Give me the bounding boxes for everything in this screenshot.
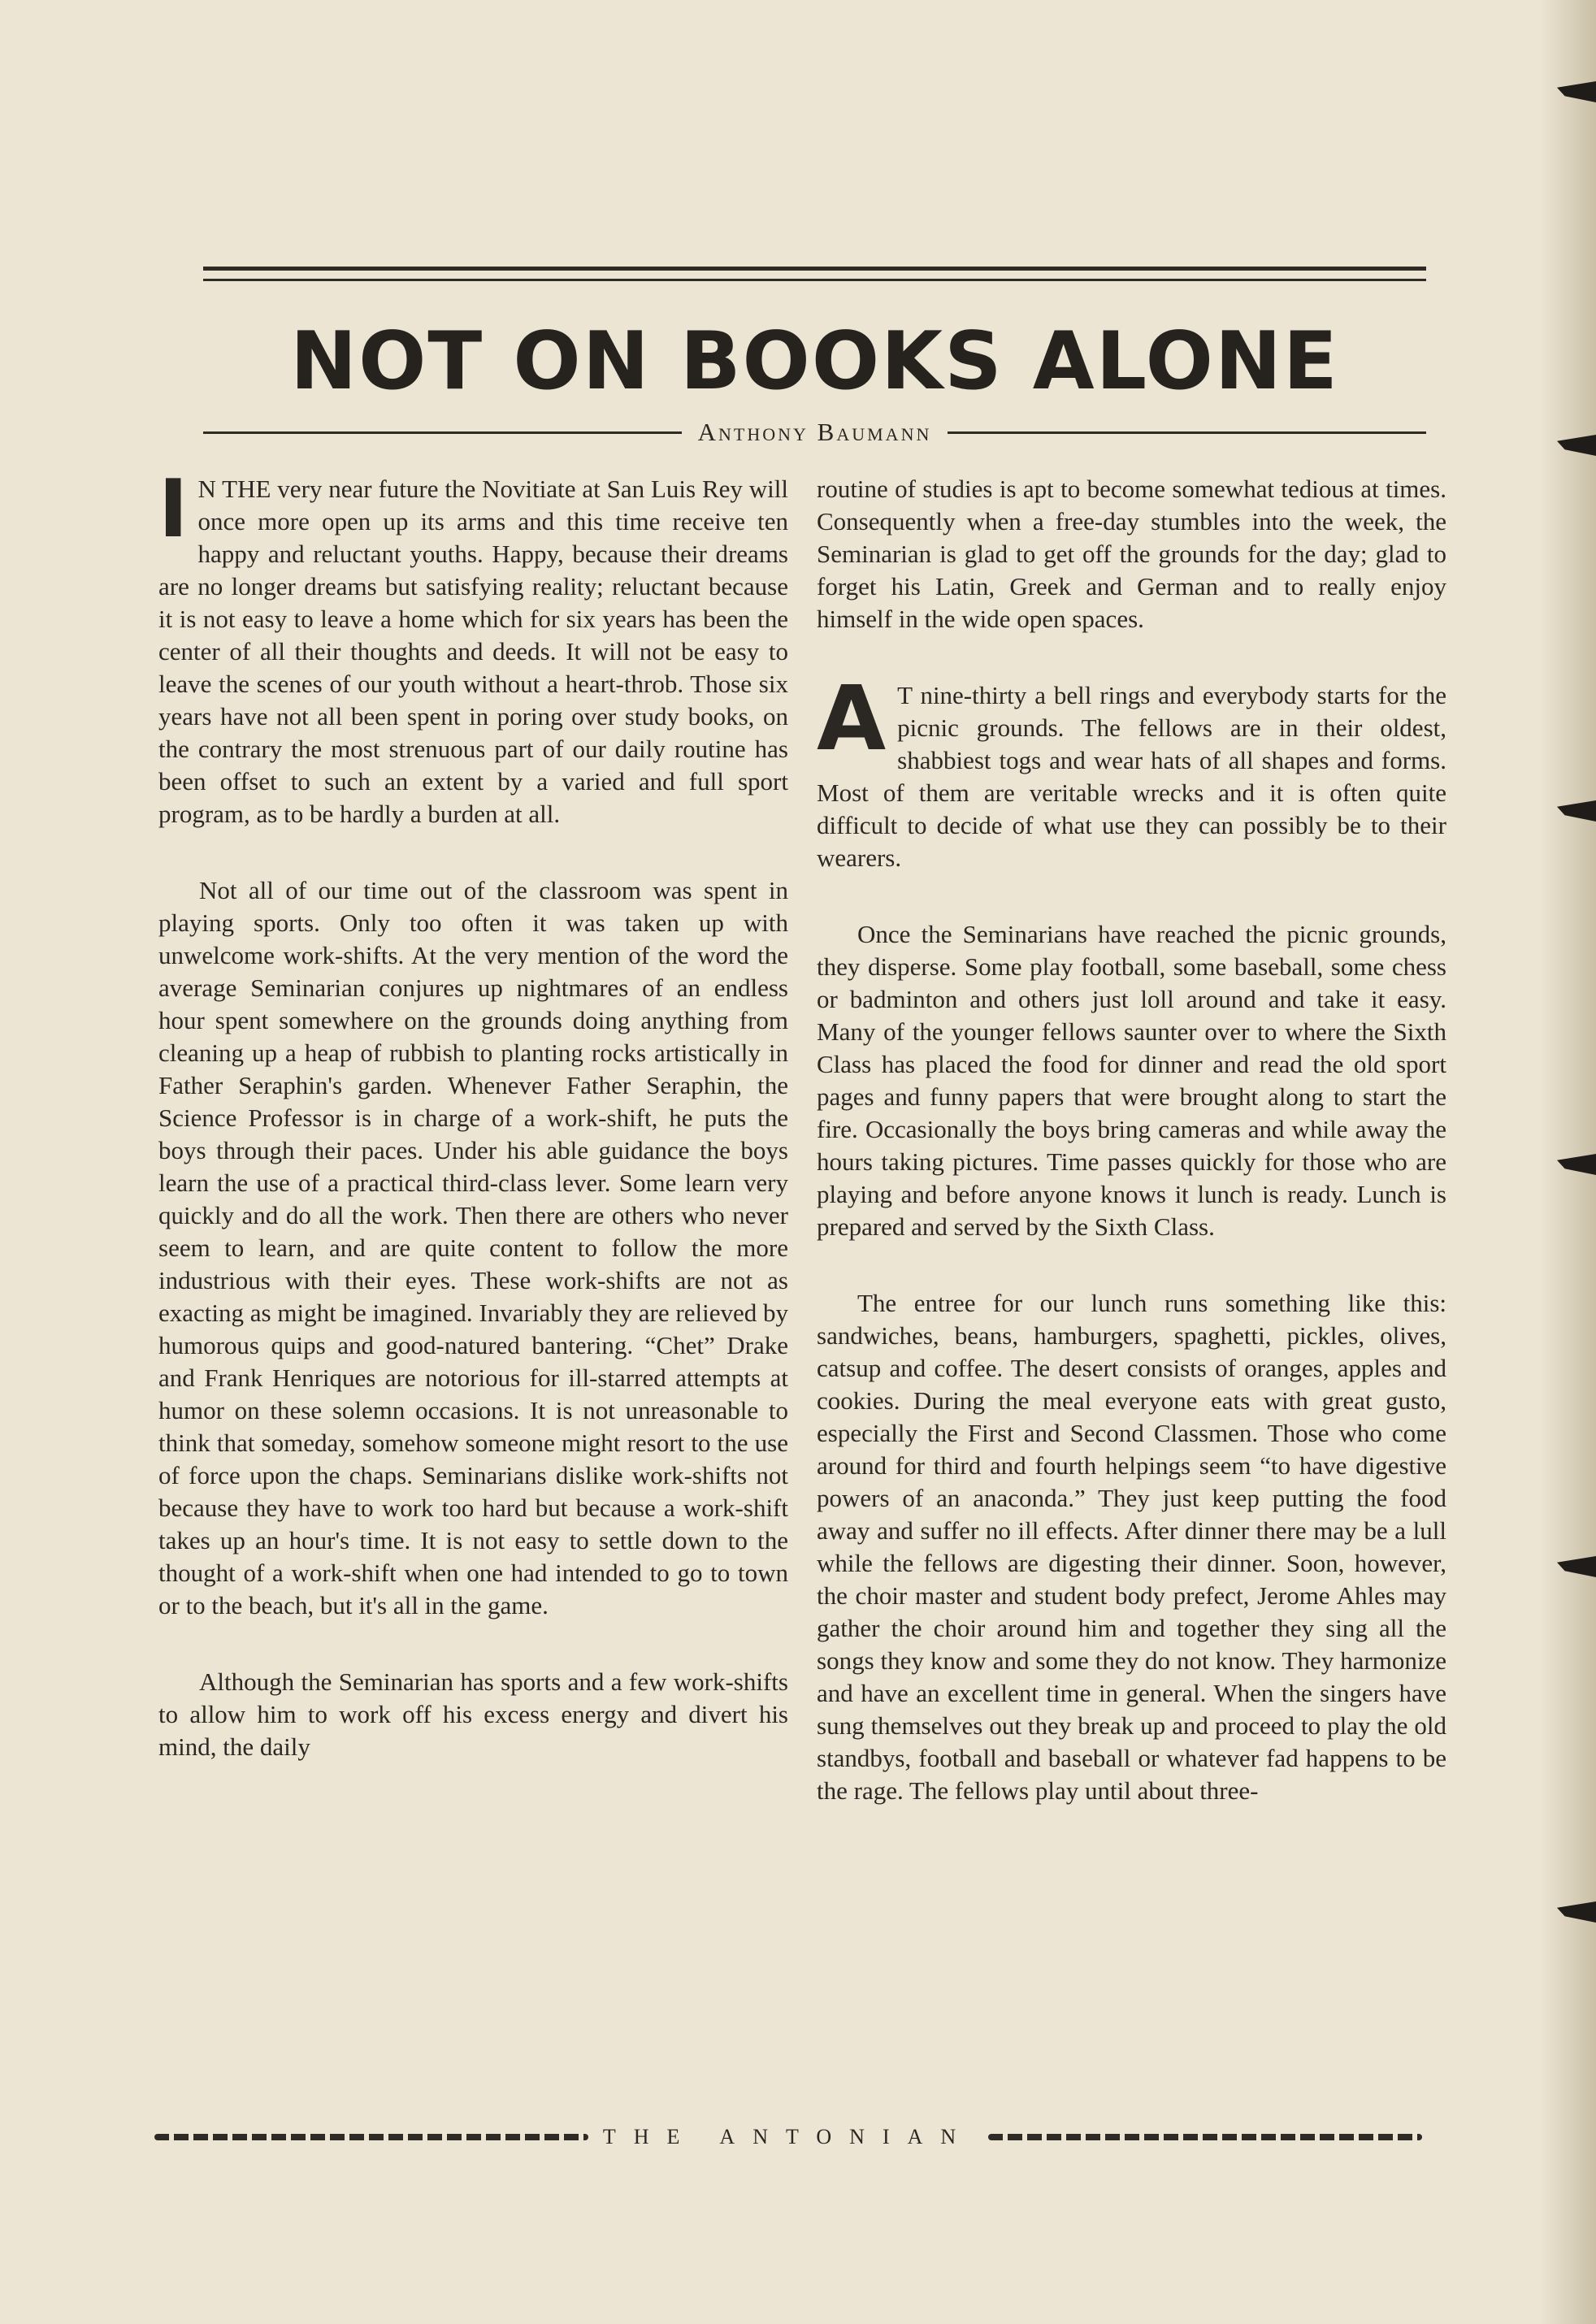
paragraph: routine of studies is apt to become somewhat tedious at times. Consequently when a free-day stumbles into the week, the Seminarian is glad to get off the grounds for the day; glad to forget his Latin, Greek and German and to really enjoy himself in the wide open spaces. xyxy=(817,475,1446,633)
footer-ornament xyxy=(988,2134,1422,2140)
paragraph: Although the Seminarian has sports and a few work-shifts to allow him to work off his excess energy and divert his mind, the daily xyxy=(158,1667,788,1761)
paragraph: Once the Seminarians have reached the picnic grounds, they disperse. Some play football, some baseball, some chess or badminton and others just loll around and take it easy. Many of the younger fellows saunter over to where the Sixth Class has placed the food for dinner and read the old sport pages and funny papers that were brought along to start the fire. Occasionally the boys bring cameras and while away the hours taking pictures. Time passes quickly for those who are playing and before anyone knows it lunch is ready. Lunch is prepared and served by the Sixth Class. xyxy=(817,920,1446,1241)
footer-ornament xyxy=(154,2134,588,2140)
author-byline: Anthony Baumann xyxy=(697,418,932,446)
paragraph: IN THE very near future the Novitiate at San Luis Rey will once more open up its arms and this time receive ten happy and reluctant youths. Happy, because their dreams are no longer dreams but satisfying reality; reluctant because it is not easy to leave a home which for six years has been the center of all their thoughts and deeds. It will not be easy to leave the scenes of our youth without a heart-throb. Those six years have not all been spent in poring over study books, on the contrary the most strenuous part of our daily routine has been offset to such an extent by a varied and full sport program, as to be hardly a burden at all. xyxy=(158,463,788,828)
header-rule xyxy=(203,267,1426,271)
left-column xyxy=(158,463,788,1807)
paragraph: Not all of our time out of the classroom was spent in playing sports. Only too often it was taken up with unwelcome work-shifts. At the very mention of the word the average Seminarian conjures up nightmares of an endless hour spent somewhere on the grounds doing anything from cleaning up a heap of rubbish to planting rocks artistically in Father Seraphin's garden. Whenever Father Seraphin, the Science Professor is in charge of a work-shift, he puts the boys through their paces. Under his able guidance the boys learn the use of a practical third-class lever. Some learn very quickly and do all the work. Then there are others who never seem to learn, and are quite content to follow the more industrious with their eyes. These work-shifts are not as exacting as might be imagined. Invariably they are relieved by humorous quips and good-natured bantering. “Chet” Drake and Frank Henriques are notorious for ill-starred attempts at humor on these solemn occasions. It is not unreasonable to think that someday, somehow someone might resort to the use of force upon the chaps. Seminarians dislike work-shifts not because they have to work too hard but because a work-shift takes up an hour's time. It is not easy to settle down to the thought of a work-shift when one had intended to go to town or to the beach, but it's all in the game. xyxy=(158,876,788,1619)
magazine-name: THE ANTONIAN xyxy=(602,2125,974,2148)
paragraph: The entree for our lunch runs something like this: sandwiches, beans, hamburgers, spaghetti, pickles, olives, catsup and coffee. The desert consists of oranges, apples and cookies. During the meal everyone eats with great gusto, especially the First and Second Classmen. Those who come around for third and fourth helpings seem “to have digestive powers of an anaconda.” They just keep putting the food away and suffer no ill effects. After dinner there may be a lull while the fellows are digesting their dinner. Soon, however, the choir master and student body prefect, Jerome Ahles may gather the choir around him and together they sing all the songs they know and some they do not know. They harmonize and have an excellent time in general. When the singers have sung themselves out they break up and proceed to play the old standbys, football and baseball or whatever fad happens to be the rage. The fellows play until about three- xyxy=(817,1289,1446,1805)
header-rule xyxy=(203,279,1426,281)
byline-rule xyxy=(203,431,682,434)
article-title: NOT ON BOOKS ALONE xyxy=(290,315,1339,408)
paragraph: AT nine-thirty a bell rings and everybody starts for the picnic grounds. The fellows are in their oldest, shabbiest togs and wear hats of all shapes and forms. Most of them are veritable wrecks and it is often quite difficult to decide of what use they can possibly be to their wearers. xyxy=(817,666,1446,872)
right-column xyxy=(817,473,1446,1851)
byline-rule xyxy=(948,431,1426,434)
page-footer xyxy=(154,2121,1422,2153)
byline-row xyxy=(203,416,1426,449)
